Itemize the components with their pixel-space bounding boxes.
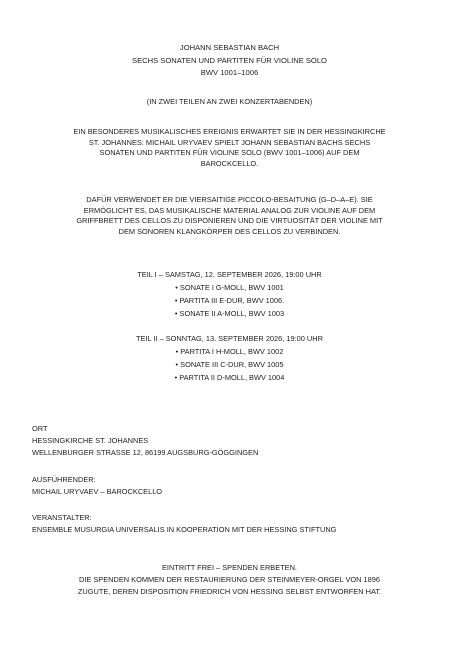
part-two-heading: TEIL II – SONNTAG, 13. SEPTEMBER 2026, 19:00 UHR — [136, 334, 323, 343]
intro-paragraph — [28, 127, 431, 169]
program-item: • SONATE II A-MOLL, BWV 1003 — [174, 309, 285, 318]
detail-line: ERMÖGLICHT ES, DAS MUSIKALISCHE MATERIAL ANALOG ZUR VIOLINE AUF DEM — [83, 205, 376, 215]
part-one — [28, 268, 431, 320]
admission-heading: EINTRITT FREI – SPENDEN ERBETEN. — [162, 563, 297, 572]
detail-line: GRIFFBRETT DES CELLOS ZU DISPONIEREN UND DIE VIRTUOSITÄT DER VIOLINE MIT — [76, 216, 383, 225]
venue-name: HESSINGKIRCHE ST. JOHANNES — [32, 436, 149, 445]
admission-line: DIE SPENDEN KOMMEN DER RESTAURIERUNG DER STEINMEYER-ORGEL VON 1896 — [78, 575, 381, 584]
performer-value: MICHAIL URYVAEV – BAROCKCELLO — [32, 487, 163, 496]
intro-line: SONATEN UND PARTITEN FÜR VIOLINE SOLO (BWV 1001–1006) AUF DEM — [99, 148, 360, 157]
part-two — [28, 332, 431, 384]
venue-label: ORT — [32, 424, 48, 433]
concert-note — [28, 97, 431, 108]
admission-section — [28, 562, 431, 598]
concert-note-text: (IN ZWEI TEILEN AN ZWEI KONZERTABENDEN) — [146, 97, 313, 106]
venue-address: WELLENBURGER STRASSE 12, 86199 AUGSBURG-GÖGGINGEN — [32, 448, 259, 457]
detail-paragraph — [28, 195, 431, 237]
part-one-heading: TEIL I – SAMSTAG, 12. SEPTEMBER 2026, 19:00 UHR — [137, 270, 322, 279]
performer-label: AUSFÜHRENDER: — [32, 475, 96, 484]
program-item: • PARTITA II D-MOLL, BWV 1004 — [174, 373, 285, 382]
work-title: SECHS SONATEN UND PARTITEN FÜR VIOLINE SOLO — [132, 55, 327, 65]
bwv-range: BWV 1001–1006 — [200, 68, 259, 77]
header — [28, 42, 431, 80]
admission-line: ZUGUTE, DEREN DISPOSITION FRIEDRICH VON HESSING SELBST ENTWORFEN HAT. — [77, 587, 382, 596]
organizer-label: VERANSTALTER: — [32, 513, 92, 522]
detail-line: DEM SONOREN KLANGKÖRPER DES CELLOS ZU VERBINDEN. — [118, 226, 341, 236]
organizer-section — [32, 512, 431, 536]
program-item: • SONATE III C-DUR, BWV 1005 — [175, 360, 284, 369]
program-item: • PARTITA III E-DUR, BWV 1006. — [174, 296, 285, 305]
organizer-value: ENSEMBLE MUSURGIA UNIVERSALIS IN KOOPERATION MIT DER HESSING STIFTUNG — [32, 525, 337, 534]
composer-title: JOHANN SEBASTIAN BACH — [179, 43, 280, 52]
program-item: • SONATE I G-MOLL, BWV 1001 — [175, 283, 284, 292]
intro-line: ST. JOHANNES: MICHAIL URYVAEV SPIELT JOHANN SEBASTIAN BACHS SECHS — [88, 137, 371, 147]
performer-section — [32, 474, 431, 498]
intro-line: BAROCKCELLO. — [200, 158, 259, 168]
venue-section — [32, 423, 431, 459]
detail-line: DAFÜR VERWENDET ER DIE VIERSAITIGE PICCOLO-BESAITUNG (G–D–A–E). SIE — [86, 195, 373, 204]
intro-line: EIN BESONDERES MUSIKALISCHES EREIGNIS ERWARTET SIE IN DER HESSINGKIRCHE — [73, 127, 386, 136]
program-item: • PARTITA I H-MOLL, BWV 1002 — [175, 347, 284, 356]
